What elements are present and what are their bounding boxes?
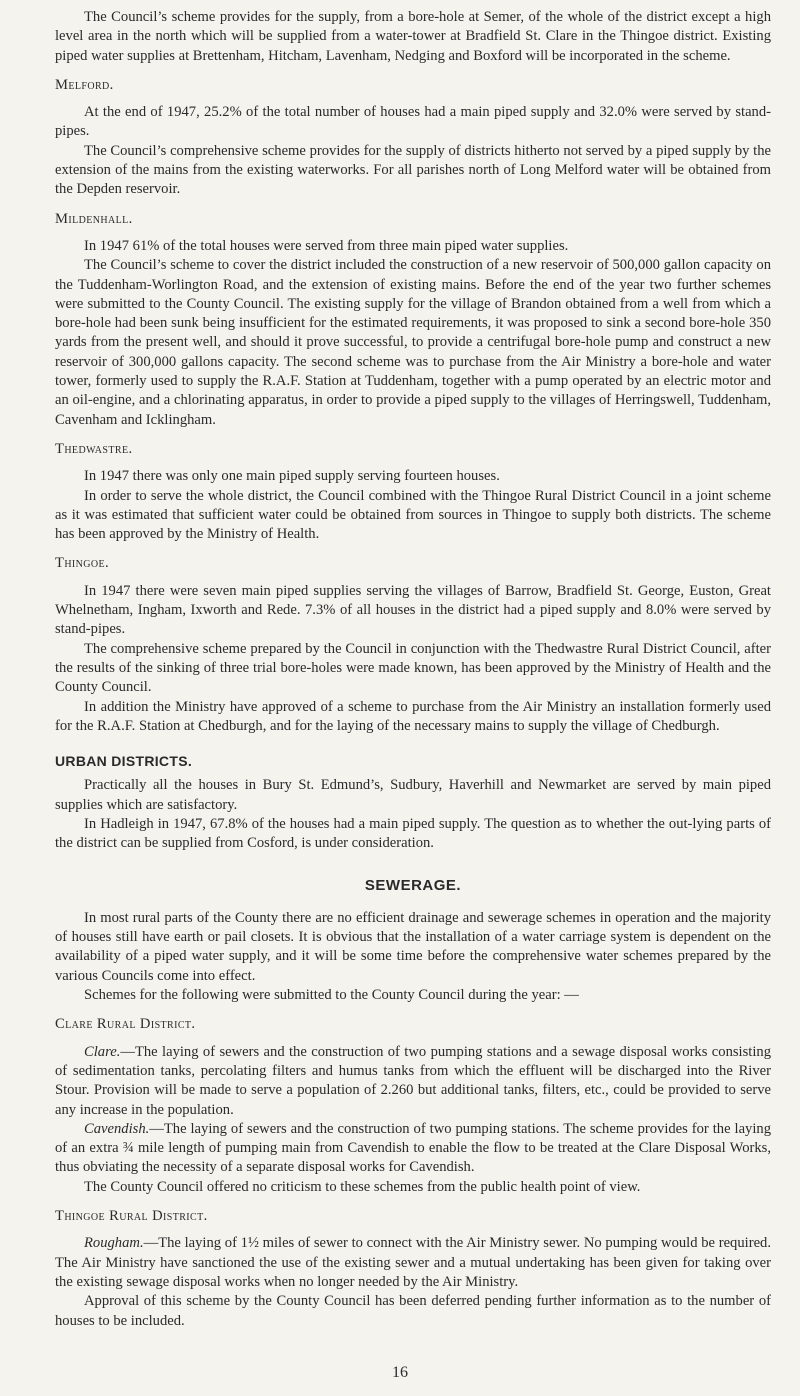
paragraph-intro: The Council’s scheme provides for the supply, from a bore-hole at Semer, of the whole of the district except a high level area in the north which will be supplied from a water-tower at Bradfield St. Clare in the Thingoe district. Existing piped water supplies at Brettenham, Hitcham, Lavenham, Nedging and Boxford will be incorporated in the scheme. [55,9,771,64]
heading-thingoe: Thingoe. [55,555,110,572]
paragraph-cavendish-text: —The laying of sewers and the construction of two pumping stations. The scheme provides for the laying of an extra ¾ mile length of pumping main from Cavendish to enable the flow to be treated at the Clare Disposal Works, thus obviating the necessity of a separate disposal works for Cavendish. [55,1120,771,1176]
heading-sewerage: SEWERAGE. [364,876,462,894]
heading-mildenhall: Mildenhall. [55,210,133,227]
paragraph-rougham [55,1234,771,1292]
heading-thedwastre: Thedwastre. [55,440,133,457]
paragraph-rougham-text: —The laying of 1½ miles of sewer to connect with the Air Ministry sewer. No pumping would be required. The Air Ministry have sanctioned the use of the existing sewer and a mutual undertaking has been given for taking over the existing sewage disposal works when no longer needed by the Air Ministry. [55,1235,771,1290]
paragraph-thingoe-1: In 1947 there were seven main piped supplies serving the villages of Barrow, Bradfield St. George, Euston, Great Whelnetham, Ingham, Ixworth and Rede. 7.3% of all houses in the district had a piped supply and 8.0% were served by stand-pipes. [55,582,771,638]
heading-urban-districts: URBAN DISTRICTS. [55,753,193,770]
paragraph-melford-2: The Council’s comprehensive scheme provides for the supply of districts hitherto not served by a piped supply by the extension of the mains from the existing waterworks. For all parishes north of Long Melford water will be obtained from the Depden reservoir. [55,142,771,198]
document-page [55,8,771,1331]
subheading-rougham: Rougham. [84,1235,144,1252]
paragraph-county-council: The County Council offered no criticism to these schemes from the public health point of view. [84,1178,641,1195]
paragraph-sewerage-2: Schemes for the following were submitted to the County Council during the year: — [84,987,579,1004]
paragraph-clare [55,1043,771,1120]
paragraph-clare-text: —The laying of sewers and the construction of two pumping stations and a sewage disposal works consisting of sedimentation tanks, percolating filters and humus tanks from which the effluent will be discharged into the River Stour. Provision will be made to serve a population of 2.260 but additional tanks, filters, etc., could be provided to serve any increase in the population. [55,1043,771,1118]
paragraph-approval: Approval of this scheme by the County Council has been deferred pending further information as to the number of houses to be included. [55,1293,771,1329]
paragraph-mildenhall-1: In 1947 61% of the total houses were served from three main piped water supplies. [84,237,569,254]
paragraph-urban-2: In Hadleigh in 1947, 67.8% of the houses had a main piped supply. The question as to whether the out-lying parts of the district can be supplied from Cosford, is under consideration. [55,815,771,852]
page-number: 16 [392,1364,408,1381]
paragraph-thedwastre-2: In order to serve the whole district, the Council combined with the Thingoe Rural District Council in a joint scheme as it was estimated that sufficient water could be obtained from sources in Thingoe to supply both districts. The scheme has been approved by the Ministry of Health. [55,487,771,543]
heading-melford: Melford. [55,76,114,93]
heading-clare-rural-district: Clare Rural District. [55,1016,196,1033]
paragraph-thingoe-3: In addition the Ministry have approved of a scheme to purchase from the Air Ministry an installation formerly used for the R.A.F. Station at Chedburgh, and for the laying of the necessary mains to supply the village of Chedburgh. [55,698,771,734]
paragraph-thingoe-2: The comprehensive scheme prepared by the Council in conjunction with the Thedwastre Rural District Council, after the results of the sinking of three trial bore-holes were made known, has been approved by the Ministry of Health and the County Council. [55,640,771,696]
paragraph-sewerage-1: In most rural parts of the County there are no efficient drainage and sewerage schemes in operation and the majority of houses still have earth or pail closets. It is obvious that the installation of a water carriage system is dependent on the availability of a piped water supply, and it will be some time before the comprehensive water schemes prepared by the various Councils come into effect. [55,909,771,984]
paragraph-cavendish [55,1120,771,1178]
paragraph-thedwastre-1: In 1947 there was only one main piped supply serving fourteen houses. [84,468,500,485]
paragraph-urban-1: Practically all the houses in Bury St. Edmund’s, Sudbury, Haverhill and Newmarket are served by main piped supplies which are satisfactory. [55,777,771,813]
heading-thingoe-rural-district: Thingoe Rural District. [55,1208,208,1225]
paragraph-melford-1: At the end of 1947, 25.2% of the total number of houses had a main piped supply and 32.0% were served by stand-pipes. [55,104,771,140]
subheading-clare: Clare. [84,1043,121,1060]
paragraph-mildenhall-2: The Council’s scheme to cover the district included the construction of a new reservoir of 500,000 gallon capacity on the Tuddenham-Worlington Road, and the extension of existing mains. Before the end of the year two further schemes were submitted to the County Council. The existing supply for the village of Brandon obtained from a well from which a bore-hole had been sunk being insufficient for the estimated requirements, it was proposed to sink a second bore-hole 350 yards from the present well, and should it prove successful, to provide a centrifugal bore-hole pump and construct a new reservoir of 300,000 gallons capacity. The second scheme was to purchase from the Air Ministry a bore-hole and water tower, formerly used to supply the R.A.F. Station at Tuddenham, together with a pump operated by an electric motor and an oil-engine, and a chlorinating apparatus, in order to provide a piped supply to the villages of Herringswell, Tuddenham, Cavenham and Icklingham. [55,257,771,428]
subheading-cavendish: Cavendish. [84,1120,150,1137]
